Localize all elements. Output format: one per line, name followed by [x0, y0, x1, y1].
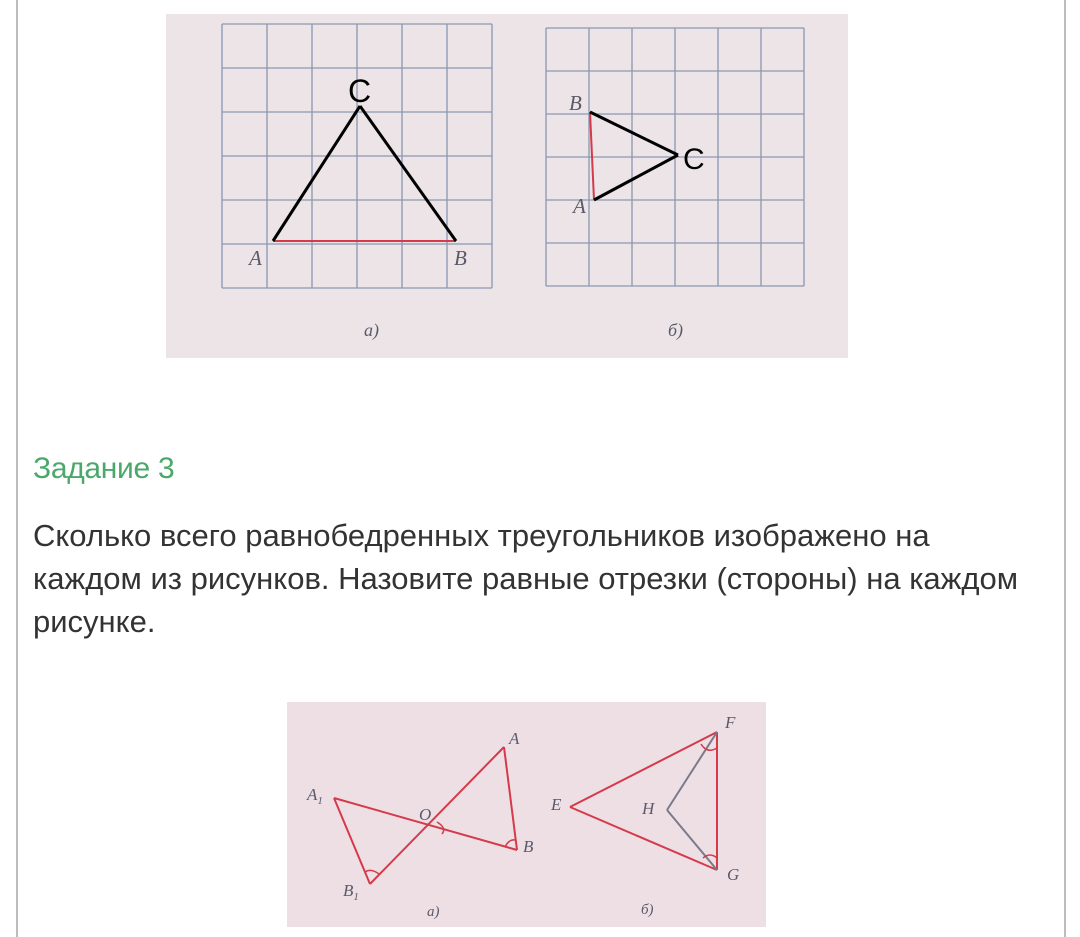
label-e: E	[551, 795, 562, 814]
label-a1: $A_1$	[307, 785, 323, 807]
caption-a-bottom: а)	[427, 904, 440, 920]
angle-mark-b	[505, 840, 515, 847]
segment-bc-a	[360, 106, 456, 241]
label-h: H	[642, 799, 655, 818]
vertex-a-label-b: A	[573, 194, 586, 218]
segment-a-b	[504, 747, 517, 850]
caption-b-top: б)	[668, 320, 684, 340]
figure-grids-svg	[166, 14, 848, 358]
content-frame-right	[1064, 0, 1066, 937]
figure-triangles-svg	[287, 702, 766, 927]
label-b: B	[523, 837, 534, 856]
segment-ab-b	[590, 112, 594, 200]
label-a: A	[509, 729, 520, 748]
task-title: Задание 3	[33, 452, 175, 485]
figure-triangles-image	[287, 702, 766, 927]
label-f: F	[725, 713, 736, 732]
segment-ac-b	[594, 155, 678, 200]
segment-bc-b	[590, 112, 678, 155]
figure-grids-image	[166, 14, 848, 358]
vertex-a-label-a: A	[249, 246, 262, 270]
segment-h-g	[667, 810, 717, 870]
label-o: O	[419, 805, 432, 824]
segment-a1-b1	[334, 798, 370, 884]
angle-mark-b1	[365, 870, 379, 874]
label-b1: $B_1$	[343, 881, 359, 903]
caption-b-bottom: б)	[641, 902, 654, 918]
label-g: G	[727, 865, 740, 884]
vertex-c-label-b: C	[683, 143, 705, 176]
segment-e-f	[570, 732, 717, 807]
grid-a	[222, 24, 492, 288]
content-frame-left	[16, 0, 18, 937]
segment-b1-a	[370, 747, 504, 884]
segment-ac-a	[273, 106, 360, 241]
vertex-b-label-b: B	[569, 91, 582, 115]
vertex-c-label-a: C	[348, 73, 372, 109]
task-text: Сколько всего равнобедренных треугольников изображено на каждом из рисунков. Назовите равные отрезки (стороны) на каждом рисунке.	[33, 518, 1019, 639]
vertex-b-label-a: B	[454, 246, 467, 270]
caption-a-top: а)	[364, 320, 379, 340]
